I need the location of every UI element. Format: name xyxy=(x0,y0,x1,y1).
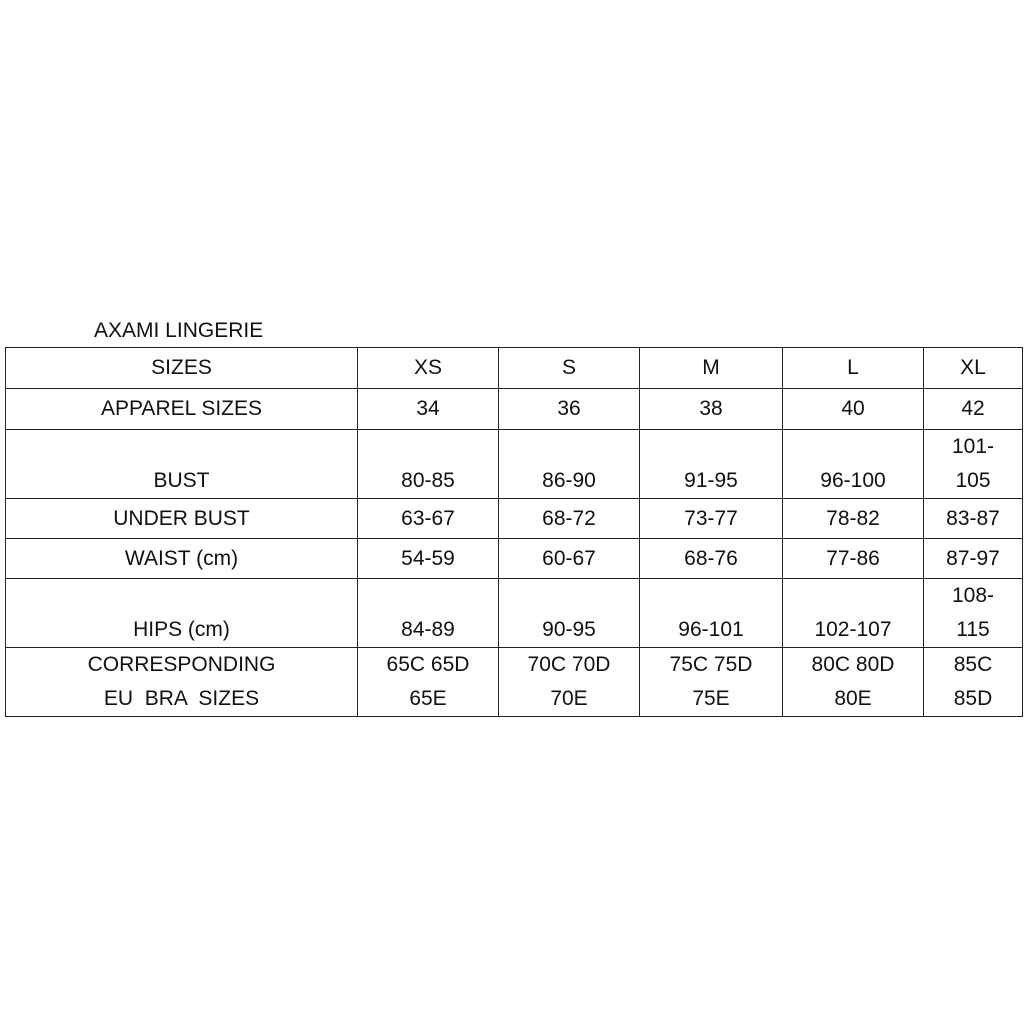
bra-value-line1: 70C 70D xyxy=(527,653,611,676)
bra-value-line2: 65E xyxy=(409,687,447,710)
table-header-row xyxy=(6,348,1023,389)
cell-value: 84-89 xyxy=(358,579,499,648)
cell-value xyxy=(640,648,783,717)
cell-value: 54-59 xyxy=(358,539,499,579)
table-row xyxy=(6,389,1023,430)
row-label-under-bust: UNDER BUST xyxy=(6,499,358,539)
cell-value-xl-bust xyxy=(924,430,1023,499)
cell-value: 96-100 xyxy=(783,430,924,499)
cell-value: 80-85 xyxy=(358,430,499,499)
table-row xyxy=(6,579,1023,648)
cell-value: 77-86 xyxy=(783,539,924,579)
cell-value: 68-72 xyxy=(499,499,640,539)
header-size-xl: XL xyxy=(924,348,1023,389)
table-row xyxy=(6,539,1023,579)
cell-value: 102-107 xyxy=(783,579,924,648)
cell-value: 42 xyxy=(924,389,1023,430)
row-label-hips: HIPS (cm) xyxy=(6,579,358,648)
cell-value xyxy=(358,648,499,717)
bra-value-line1: 80C 80D xyxy=(811,653,895,676)
cell-value: 78-82 xyxy=(783,499,924,539)
cell-value: 86-90 xyxy=(499,430,640,499)
bra-value-line1: 75C 75D xyxy=(669,653,753,676)
cell-value: 60-67 xyxy=(499,539,640,579)
header-size-xs: XS xyxy=(358,348,499,389)
bra-value-line2: 70E xyxy=(550,687,588,710)
header-size-l: L xyxy=(783,348,924,389)
xl-bust-line2: 105 xyxy=(955,469,991,492)
cell-value: 34 xyxy=(358,389,499,430)
cell-value: 87-97 xyxy=(924,539,1023,579)
xl-hips-line2: 115 xyxy=(956,618,990,641)
cell-value: 91-95 xyxy=(640,430,783,499)
table-row xyxy=(6,430,1023,499)
cell-value: 63-67 xyxy=(358,499,499,539)
bra-label-line2: EU BRA SIZES xyxy=(103,687,260,710)
xl-hips-line1: 108- xyxy=(951,584,995,607)
cell-value: 40 xyxy=(783,389,924,430)
table-row xyxy=(6,648,1023,717)
cell-value: 83-87 xyxy=(924,499,1023,539)
row-label-apparel: APPAREL SIZES xyxy=(6,389,358,430)
header-sizes-label: SIZES xyxy=(6,348,358,389)
bra-value-line2: 75E xyxy=(692,687,730,710)
cell-value: 36 xyxy=(499,389,640,430)
cell-value xyxy=(924,648,1023,717)
cell-value: 96-101 xyxy=(640,579,783,648)
table-row xyxy=(6,499,1023,539)
row-label-waist: WAIST (cm) xyxy=(6,539,358,579)
cell-value: 68-76 xyxy=(640,539,783,579)
bra-value-line2: 85D xyxy=(953,687,993,710)
cell-value-xl-hips xyxy=(924,579,1023,648)
xl-bust-line1: 101- xyxy=(951,435,995,458)
bra-value-line2: 80E xyxy=(834,687,872,710)
cell-value: 73-77 xyxy=(640,499,783,539)
header-size-m: M xyxy=(640,348,783,389)
cell-value: 38 xyxy=(640,389,783,430)
header-size-s: S xyxy=(499,348,640,389)
size-chart-table xyxy=(5,347,1023,717)
row-label-bra-sizes xyxy=(6,648,358,717)
cell-value xyxy=(499,648,640,717)
bra-value-line1: 85C xyxy=(953,653,993,676)
bra-value-line1: 65C 65D xyxy=(386,653,470,676)
row-label-bust: BUST xyxy=(6,430,358,499)
cell-value: 90-95 xyxy=(499,579,640,648)
brand-title: AXAMI LINGERIE xyxy=(94,319,264,342)
cell-value xyxy=(783,648,924,717)
bra-label-line1: CORRESPONDING xyxy=(87,653,276,676)
